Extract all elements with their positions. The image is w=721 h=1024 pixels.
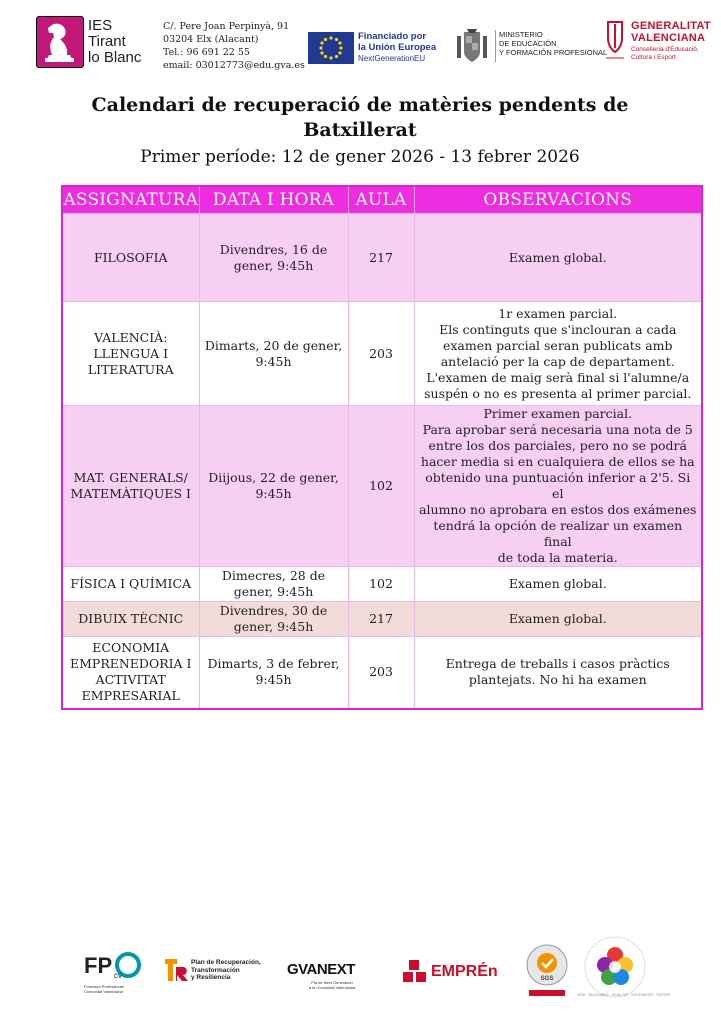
column-header-subject: ASSIGNATURA (62, 186, 199, 214)
generalitat-logo-line: GENERALITAT (631, 20, 711, 32)
eu-logo-sub: NextGenerationEU (358, 54, 426, 63)
subject-line: FILOSOFIA (93, 249, 168, 265)
schedule-table (61, 185, 703, 710)
date-line: 9:45h (255, 353, 292, 369)
fp-cv-icon (84, 951, 140, 979)
generalitat-logo-sub (631, 46, 711, 62)
gvanext-logo-sub: Pla de Next Generation (311, 980, 353, 985)
subject-cell (62, 406, 199, 567)
subject-line: LITERATURA (87, 361, 174, 377)
notes-line: hacer media si en cualquiera de ellos se ha (420, 454, 695, 469)
date-line: Dimecres, 28 de (221, 568, 326, 583)
notes-line: Examen global. (508, 576, 607, 591)
generalitat-logo (604, 16, 716, 68)
notes-cell (414, 406, 702, 567)
notes-line: tendrá la opción de realizar un examen final (433, 518, 683, 549)
subject-line: DIBUIX TÈCNIC (78, 611, 184, 626)
notes-line: Examen global. (508, 249, 607, 265)
ministry-logo-line: Y FORMACIÓN PROFESIONAL (499, 48, 608, 57)
room-cell: 217 (348, 602, 414, 637)
divider (495, 30, 496, 62)
eu-logo-text (358, 31, 436, 64)
subject-cell (62, 214, 199, 302)
notes-cell (414, 214, 702, 302)
ministry-logo-line: DE EDUCACIÓN (499, 39, 557, 48)
date-cell (199, 214, 348, 302)
prtr-logo (163, 957, 278, 987)
fp-logo-line: Comunitat Valenciana (84, 989, 123, 994)
footer-logos (0, 935, 721, 1005)
school-address (163, 20, 305, 72)
notes-line: suspén o no es presenta al primer parcial. (424, 385, 692, 401)
prtr-icon (163, 957, 189, 983)
notes-cell (414, 567, 702, 602)
table-row (62, 406, 702, 567)
school-logo (36, 16, 154, 68)
generalitat-logo-text (631, 20, 711, 62)
ministry-logo-line: MINISTERIO (499, 30, 543, 39)
subject-line: ECONOMIA (92, 640, 170, 656)
notes-line: obtenido una puntuación inferior a 2'5. Si el (425, 470, 691, 501)
generalitat-logo-line: VALENCIANA (631, 32, 706, 44)
date-cell (199, 602, 348, 637)
date-line: Divendres, 30 de (219, 603, 328, 618)
date-line: Dimarts, 3 de febrer, (207, 656, 340, 672)
prtr-logo-line: Transformación (191, 966, 240, 974)
notes-line: Para aprobar será necesaria una nota de 5 (422, 422, 693, 437)
date-line: Dimarts, 20 de gener, (204, 337, 343, 353)
notes-line: entre los dos parciales, pero no se podrá (428, 438, 687, 453)
table-row (62, 637, 702, 709)
date-cell (199, 567, 348, 602)
school-name (88, 18, 141, 66)
date-line: Divendres, 16 de (219, 241, 328, 257)
prtr-logo-line: y Resiliencia (191, 974, 231, 981)
fp-logo (84, 951, 144, 994)
column-header-room: AULA (348, 186, 414, 214)
date-line: 9:45h (255, 672, 292, 688)
room-cell: 102 (348, 406, 414, 567)
notes-line: Examen global. (508, 611, 607, 626)
notes-cell (414, 602, 702, 637)
subject-cell (62, 602, 199, 637)
prtr-logo-line: Plan de Recuperación, (191, 959, 261, 966)
ministry-logo-text (499, 30, 607, 57)
page-title-line: Batxillerat (303, 119, 417, 141)
generalitat-logo-sub-line: Conselleria d'Educació, (631, 46, 699, 53)
room-cell: 203 (348, 637, 414, 709)
subject-cell (62, 637, 199, 709)
notes-line: antelació per la cap de departament. (440, 353, 675, 369)
date-cell (199, 406, 348, 567)
coat-of-arms-icon (453, 26, 491, 66)
eu-logo-line: Financiado por (358, 31, 427, 42)
notes-line: Entrega de treballs i casos pràctics (445, 656, 670, 672)
subject-line: ACTIVITAT (95, 672, 166, 688)
room-cell: 102 (348, 567, 414, 602)
page-title (60, 93, 660, 143)
notes-line: Els continguts que s'inclouran a cada (439, 321, 677, 337)
room-cell: 217 (348, 214, 414, 302)
column-header-date: DATA I HORA (199, 186, 348, 214)
date-line: gener, 9:45h (233, 619, 314, 634)
date-line: Diijous, 22 de gener, (208, 470, 339, 485)
gvanext-logo (287, 961, 377, 991)
school-name-line: IES (88, 17, 113, 34)
page-title-line: Calendari de recuperació de matèries pendents de (91, 94, 629, 116)
period-subtitle: Primer període: 12 de gener 2026 - 13 febrer 2026 (140, 147, 580, 167)
empren-logo-name: EMPRÉn (431, 963, 498, 980)
page-header (0, 0, 721, 80)
subject-cell (62, 567, 199, 602)
table-row (62, 214, 702, 302)
table-row (62, 302, 702, 406)
eu-logo (308, 26, 440, 66)
sgs-logo-name: SGS (540, 976, 554, 982)
date-cell (199, 302, 348, 406)
gvanext-logo-sub: a la Comunitat Valenciana (308, 985, 356, 990)
date-line: gener, 9:45h (233, 584, 314, 599)
notes-line: Primer examen parcial. (483, 406, 633, 421)
vida-saludable-logo (577, 935, 672, 999)
sgs-cert-icon (525, 943, 569, 999)
school-name-line: lo Blanc (88, 49, 142, 66)
eu-logo-line: la Unión Europea (358, 42, 437, 53)
notes-line: 1r examen parcial. (498, 305, 618, 321)
gvanext-logo-name: GVANEXT (287, 961, 355, 978)
address-line: C/. Pere Joan Perpinyà, 91 (163, 21, 290, 32)
school-name-line: Tirant (88, 33, 126, 50)
vida-saludable-icon (583, 935, 647, 999)
subject-line: VALENCIÀ: (94, 329, 168, 345)
table-row (62, 567, 702, 602)
subject-line: EMPRESARIAL (81, 688, 180, 704)
notes-line: examen parcial seran publicats amb (442, 337, 673, 353)
eu-flag-icon (308, 32, 354, 64)
subject-line: MATEMÀTIQUES I (70, 486, 191, 501)
subject-line: EMPRENEDORIA I (70, 656, 192, 672)
notes-line: alumno no aprobara en estos dos exámenes (419, 502, 697, 517)
date-line: 9:45h (255, 486, 292, 501)
table-row (62, 602, 702, 637)
date-line: gener, 9:45h (233, 257, 314, 273)
fp-logo-line: Formació Professional (84, 984, 124, 989)
table-header-row (62, 186, 702, 214)
email-line: email: 03012773@edu.gva.es (163, 60, 305, 71)
phone-line: Tel.: 96 691 22 55 (163, 47, 250, 58)
chess-knight-icon (36, 16, 84, 68)
subject-line: MAT. GENERALS/ (73, 470, 188, 485)
notes-cell (414, 637, 702, 709)
notes-cell (414, 302, 702, 406)
svg-text:cv: cv (114, 971, 122, 980)
generalitat-logo-sub-line: Cultura i Esport (631, 54, 676, 61)
ministry-logo (453, 26, 608, 66)
notes-line: de toda la materia. (497, 550, 618, 565)
notes-line: plantejats. No hi ha examen (468, 672, 647, 688)
vida-saludable-ring-text: VIDA · SALUDABLE · IGUALTAT · SOLIDARITAT · ESPORT (577, 993, 672, 997)
address-line: 03204 Elx (Alacant) (163, 34, 259, 45)
column-header-notes: OBSERVACIONS (414, 186, 702, 214)
sgs-logo (525, 943, 569, 999)
room-cell: 203 (348, 302, 414, 406)
subject-cell (62, 302, 199, 406)
subject-line: LLENGUA I (93, 345, 169, 361)
notes-line: L'examen de maig serà final si l'alumne/a (426, 369, 690, 385)
generalitat-emblem-icon (604, 18, 626, 64)
date-cell (199, 637, 348, 709)
empren-cubes-icon (401, 959, 429, 985)
svg-text:FP: FP (84, 953, 113, 978)
subject-line: FÍSICA I QUÍMICA (70, 576, 192, 591)
empren-logo (401, 959, 506, 987)
